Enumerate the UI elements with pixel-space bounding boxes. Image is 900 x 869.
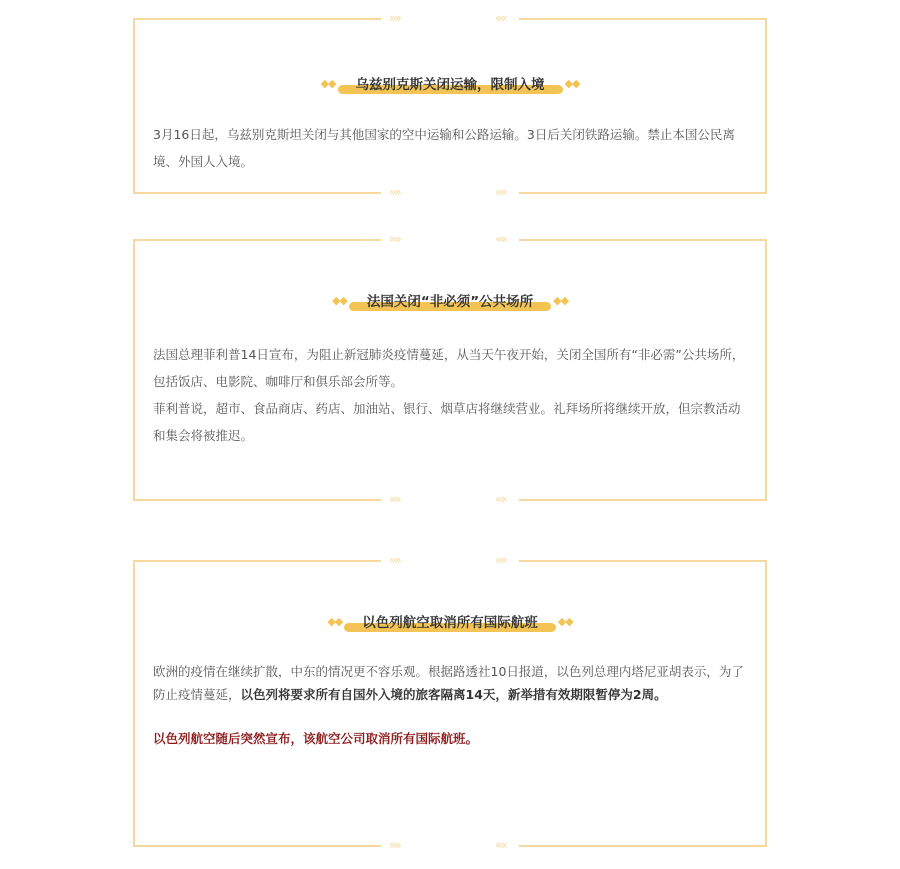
paragraph-bold-text: 以色列将要求所有自国外入境的旅客隔离14天，新举措有效期限暂停为2周。 (240, 687, 667, 702)
double-chevron-left-icon: «« (495, 838, 506, 852)
card-bottom-edge (133, 838, 767, 852)
card-top-edge (133, 553, 767, 567)
card-title: 乌兹别克斯关闭运输，限制入境 (355, 77, 545, 93)
double-chevron-left-icon: «« (495, 492, 506, 506)
card-paragraph: 法国总理菲利普14日宣布，为阻止新冠肺炎疫情蔓延，从当天午夜开始，关闭全国所有“非必需”公共场所，包括饭店、电影院、咖啡厅和俱乐部会所等。 (153, 347, 745, 389)
card-title-row (133, 291, 767, 311)
double-chevron-left-icon: «« (495, 553, 506, 567)
card-title-row (133, 612, 767, 632)
card-border-right (765, 18, 767, 194)
card-border-right (765, 239, 767, 501)
double-chevron-right-icon: »» (389, 492, 400, 506)
diamond-icon: ◆◆ (327, 615, 343, 628)
paragraph-text: 欧洲的疫情在继续扩散，中东的情况更不容乐观。根据路透社10日报道，以色列总理内塔尼亚胡表示，为了防止疫情蔓延， (153, 664, 744, 702)
double-chevron-left-icon: «« (495, 11, 506, 25)
card-bottom-edge (133, 185, 767, 199)
card-title-row (133, 74, 767, 94)
card-border-right (765, 560, 767, 847)
card-body (153, 341, 747, 449)
paragraph-highlight-text: 以色列航空随后突然宣布，该航空公司取消所有国际航班。 (153, 731, 479, 746)
card-paragraph: 菲利普说，超市、食品商店、药店、加油站、银行、烟草店将继续营业。礼拜场所将继续开放，但宗教活动和集会将被推迟。 (153, 401, 741, 443)
title-pill (344, 612, 556, 632)
news-card-uzbekistan (133, 11, 767, 199)
card-paragraph: 3月16日起，乌兹别克斯坦关闭与其他国家的空中运输和公路运输。3日后关闭铁路运输。禁止本国公民离境、外国人入境。 (153, 127, 735, 169)
card-title: 法国关闭“非必须”公共场所 (366, 294, 534, 310)
card-border-left (133, 239, 135, 501)
diamond-icon: ◆◆ (557, 615, 573, 628)
card-border-left (133, 18, 135, 194)
card-top-edge (133, 232, 767, 246)
double-chevron-left-icon: «« (495, 185, 506, 199)
diamond-icon: ◆◆ (553, 294, 569, 307)
card-paragraph (153, 660, 747, 706)
double-chevron-right-icon: »» (389, 185, 400, 199)
card-body (153, 660, 747, 750)
card-title: 以色列航空取消所有国际航班 (362, 615, 538, 631)
double-chevron-right-icon: »» (389, 553, 400, 567)
card-top-edge (133, 11, 767, 25)
title-pill (338, 74, 563, 94)
double-chevron-right-icon: »» (389, 232, 400, 246)
news-card-france (133, 232, 767, 506)
card-border-left (133, 560, 135, 847)
double-chevron-right-icon: »» (389, 11, 400, 25)
diamond-icon: ◆◆ (320, 77, 336, 90)
double-chevron-right-icon: »» (389, 838, 400, 852)
diamond-icon: ◆◆ (331, 294, 347, 307)
card-body (153, 121, 747, 175)
double-chevron-left-icon: «« (495, 232, 506, 246)
news-card-israel (133, 553, 767, 852)
card-bottom-edge (133, 492, 767, 506)
title-pill (349, 291, 551, 311)
diamond-icon: ◆◆ (564, 77, 580, 90)
card-paragraph (153, 727, 747, 750)
